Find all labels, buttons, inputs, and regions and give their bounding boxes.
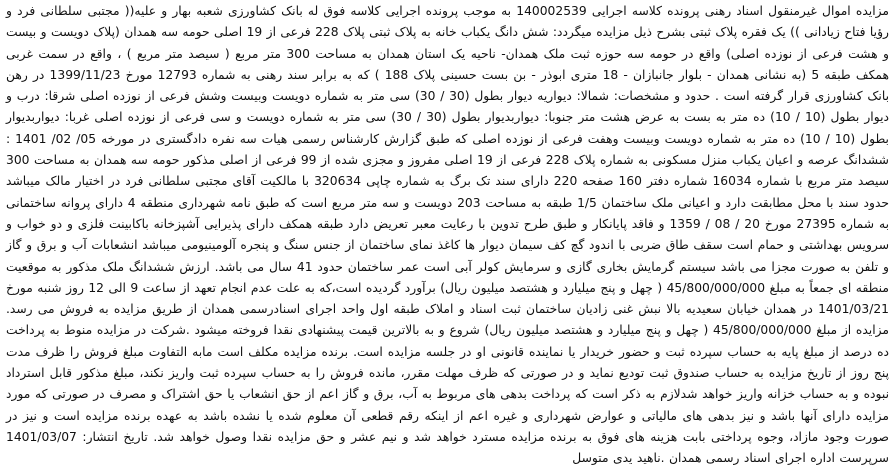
notice-body: مزایده اموال غیرمنقول اسناد رهنی پرونده کلاسه اجرایی 140002539 به موجب پرونده اجرایی کلاسه فوق له بانک کشاورزی شعبه بهار و علیه(( مجتبی سلطانی فرد و رؤیا فتاح زیادانی )) یک فقره پلاک ثبتی بشرح ذیل مزایده میگردد: شش دانگ یکباب خانه به پلاک ثبتی پلاک 228 فرعی از 19 اصلی حومه سه همدان (پلاک دویست و بیست و هشت فرعی از نوزده اصلی) واقع در حومه سه حوزه ثبت ملک همدان- ناحیه یک استان همدان به مساحت 300 متر مربع ( سیصد متر مربع ) ، واقع در سمت غربی همکف طبقه 5 (به نشانی همدان - بلوار جانبازان - 18 متری ابوذر - بن بست حسینی پلاک 188 ) که به برابر سند رهنی به شماره 12793 مورخ 1399/11/23 در رهن بانک کشاورزی قرار گرفته است . حدود و مشخصات: شمالا: دیواریه دیوار بطول (30 / 30) سی متر به شماره دویست وبیست وشش فرعی از نوزده اصلی شرقا: درب و دیوار بطول (10 / 10) ده متر به بست به عرض هشت متر جنوبا: دیواربدیوار بطول (30 / 30) سی متر به شماره دویست و سی فرعی از نوزده اصلی غربا: دیواربدیوار بطول (10 / 10) ده متر به شماره دویست وبیست وهفت فرعی از نوزده اصلی که طبق گزارش کارشناس رسمی هیات سه نفره دادگستری در مورخه 05/ 02/ 1401 : ششدانگ عرصه و اعیان یکباب منزل مسکونی به شماره پلاک 228 فرعی از 19 اصلی مفروز و مجزی شده از 99 فرعی از اصلی مذکور حومه سه همدان به مساحت 300 سیصد متر مربع با شماره 16034 شماره دفتر 160 صفحه 220 دارای سند تک برگ به شماره چاپی 320634 با مالکیت آقای مجتبی سلطانی فرد در اختیار مالک میباشد حدود سند با محل مطابقت دارد و اعیانی ملک ساختمان 1/5 طبقه به مساحت 203 دویست و سه متر مربع است که طبق نامه شهرداری منطقه 4 دارای پروانه ساختمانی به شماره 27395 مورخ 20 / 08 / 1359 و فاقد پایانکار و طبق طرح تدوین با رعایت معبر تعریض دارد طبقه همکف دارای پذیرایی آشپزخانه باکابینت فلزی و دو خواب و سرویس بهداشتی و حمام است سقف طاق ضربی با اندود گچ کف سیمان دیوار ها کاغذ نمای ساختمان از جنس سنگ و پنجره آلومینیومی میباشد انشعابات آب و برق و گاز و تلفن به صورت مجزا می باشد سیستم گرمایش بخاری گازی و سرمایش کولر آبی است عمر ساختمان حدود 41 سال می باشد. ارزش ششدانگ ملک مذکور به موقعیت منطقه ای جمعاً به مبلغ 45/800/000/000 ( چهل و پنج میلیارد و هشتصد میلیون ریال) برآورد گردیده است،که به علت عدم انجام تعهد از ساعت 9 الی 12 روز شنبه مورخ 1401/03/21 در همدان خیابان سعیدیه بالا نبش غنی زادیان ساختمان ثبت اسناد و املاک طبقه اول واحد اجرای اسنادرسمی همدان از طریق مزایده به فروش می رسد. مزایده از مبلغ 45/800/000/000 ( چهل و پنج میلیارد و هشتصد میلیون ریال) شروع و به بالاترین قیمت پیشنهادی نقدا فروخته میشود .شرکت در مزایده منوط به پرداخت ده درصد از مبلغ پایه به حساب سپرده ثبت و حضور خریدار یا نماینده قانونی او در جلسه مزایده است. برنده مزایده مکلف است مابه التفاوت مبلغ فروش را ظرف مدت پنج روز از تاریخ مزایده به حساب صندوق ثبت تودیع نماید و در صورتی که ظرف مهلت مقرر، مانده فروش را به حساب سپرده ثبت واریز نکند، مبلغ مذکور قابل استرداد نبوده و به حساب خزانه واریز خواهد شدلازم به ذکر است که پرداخت بدهی های مربوط به آب، برق و گاز اعم از حق انشعاب یا حق اشتراک و مصرف در صورتی که مورد مزایده دارای آنها باشد و نیز بدهی های مالیاتی و عوارض شهرداری و غیره اعم از اینکه رقم قطعی آن معلوم شده یا نشده باشد به عهده برنده مزایده است و نیز در صورت وجود مازاد، وجوه پرداختی بابت هزینه های فوق به برنده مزایده مسترد خواهد شد و نیم عشر و حق مزایده نقدا وصول خواهد شد. تاریخ انتشار: 1401/03/07 bbox=[6, 4, 890, 444]
auction-notice-text bbox=[6, 1, 889, 470]
notice-signature: سرپرست اداره اجرای اسناد رسمی همدان .ناهید یدی متوسل bbox=[572, 451, 889, 466]
